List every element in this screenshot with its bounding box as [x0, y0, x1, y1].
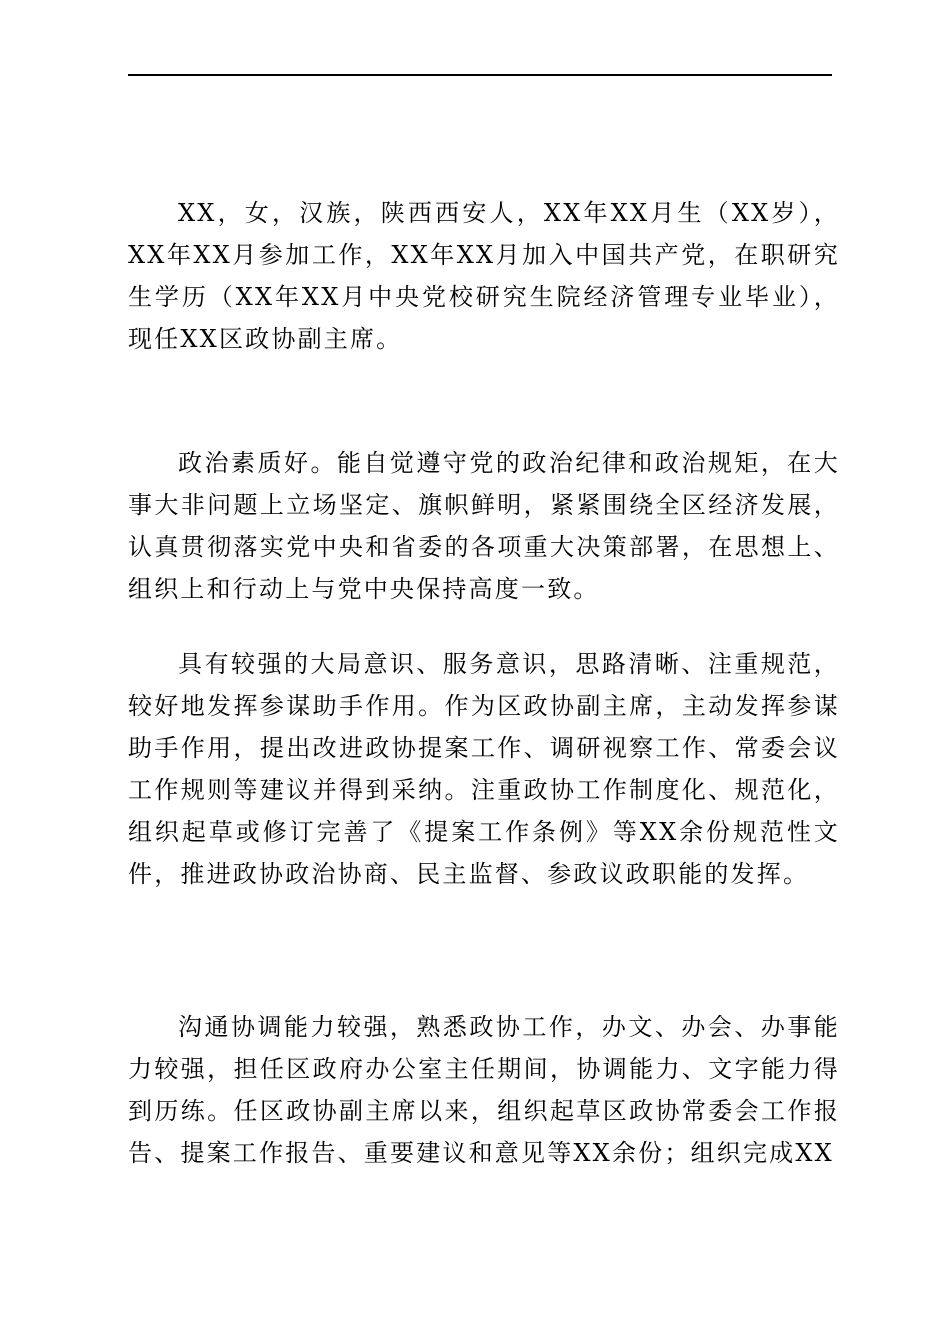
header-rule	[128, 74, 832, 76]
paragraph-overall-awareness: 具有较强的大局意识、服务意识，思路清晰、注重规范，较好地发挥参谋助手作用。作为区政协副主席，主动发挥参谋助手作用，提出改进政协提案工作、调研视察工作、常委会议工作规则等建议并得到采纳。注重政协工作制度化、规范化，组织起草或修订完善了《提案工作条例》等XX余份规范性文件，推进政协政治协商、民主监督、参政议政职能的发挥。	[128, 650, 840, 888]
paragraph-personal-info: XX，女，汉族，陕西西安人，XX年XX月生（XX岁），XX年XX月参加工作，XX年XX月加入中国共产党，在职研究生学历（XX年XX月中央党校研究生院经济管理专业毕业），现任XX区政协副主席。	[128, 199, 840, 353]
paragraph-political-quality: 政治素质好。能自觉遵守党的政治纪律和政治规矩，在大事大非问题上立场坚定、旗帜鲜明，紧紧围绕全区经济发展，认真贯彻落实党中央和省委的各项重大决策部署，在思想上、组织上和行动上与党中央保持高度一致。	[128, 449, 840, 603]
paragraph-coordination-ability: 沟通协调能力较强，熟悉政协工作，办文、办会、办事能力较强，担任区政府办公室主任期间，协调能力、文字能力得到历练。任区政协副主席以来，组织起草区政协常委会工作报告、提案工作报告、重要建议和意见等XX余份；组织完成XX	[128, 1013, 840, 1167]
